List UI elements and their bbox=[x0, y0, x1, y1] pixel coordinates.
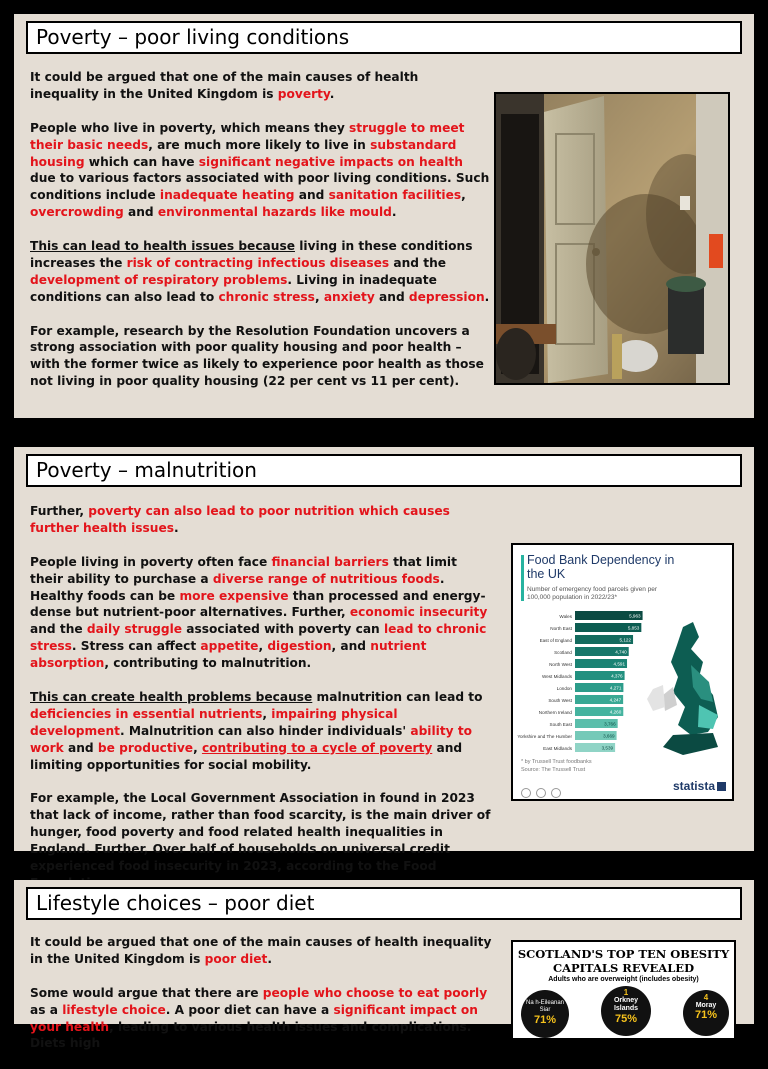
slide-body bbox=[30, 503, 492, 909]
paragraph-lifestyle: Some would argue that there are people who choose to eat poorly as a lifestyle choice. A poor diet can have a significant impact on your health, leading to various health issues and complications. Diets high bbox=[30, 985, 488, 1051]
uk-map bbox=[647, 622, 718, 755]
bar-value-label: 4,591 bbox=[613, 661, 626, 667]
bar-category-label: Yorkshire and The Humber bbox=[517, 734, 572, 739]
badge-orkney-islands bbox=[601, 986, 651, 1036]
paragraph-effects: This can lead to health issues because living in these conditions increases the risk of contracting infectious diseases and the development of respiratory problems. Living in inadequate conditions can also lead to chronic stress, anxiety and depression. bbox=[30, 239, 490, 304]
badge-percent: 71% bbox=[694, 1009, 718, 1021]
badge-na-h-eileanan-siar bbox=[521, 990, 569, 1038]
food-bank-infographic bbox=[511, 543, 734, 801]
bar-category-label: West Midlands bbox=[541, 674, 572, 679]
bar-value-label: 4,247 bbox=[609, 697, 622, 703]
badge-moray bbox=[683, 990, 729, 1036]
paragraph-intro: It could be argued that one of the main causes of health inequality in the United Kingdom is poor diet. bbox=[30, 935, 492, 966]
paragraph-intro: It could be argued that one of the main causes of health inequality in the United Kingdom is poverty. bbox=[30, 70, 419, 101]
mould-room-photo bbox=[494, 92, 730, 385]
infographic-subtitle: Number of emergency food parcels given per 100,000 population in 2022/23* bbox=[527, 586, 658, 601]
bar-value-label: 4,271 bbox=[609, 685, 622, 691]
badge-name: Orkney Islands bbox=[613, 997, 639, 1012]
infographic-source: Source: The Trussell Trust bbox=[521, 767, 586, 773]
obesity-subtitle: Adults who are overweight (includes obesity) bbox=[548, 976, 699, 983]
bar-category-label: South West bbox=[548, 698, 572, 703]
bar-value-label: 3,669 bbox=[603, 733, 615, 739]
bar-category-label: Wales bbox=[559, 614, 572, 619]
bar-category-label: Scotland bbox=[554, 650, 572, 655]
badge-name: Na h-Eileanan Siar bbox=[525, 1000, 565, 1013]
slide-body bbox=[30, 934, 492, 1069]
food-bank-chart bbox=[513, 607, 732, 767]
bar-category-label: North West bbox=[549, 662, 572, 667]
bar-category-label: North East bbox=[550, 626, 572, 631]
bar-category-label: East Midlands bbox=[543, 746, 572, 751]
slide-poverty-living-conditions bbox=[14, 14, 754, 418]
paragraph-causes: People living in poverty often face financial barriers that limit their ability to purchase a diverse range of nutritious foods. Healthy foods can be more expensive than processed and energy-dense but nutrient-poor alternatives. Further, economic insecurity and the daily struggle associated with poverty can lead to chronic stress. Stress can affect appetite, digestion, and nutrient absorption, contributing to malnutrition. bbox=[30, 554, 488, 671]
badge-percent: 71% bbox=[533, 1014, 557, 1026]
obesity-title-line2: CAPITALS REVEALED bbox=[552, 961, 695, 975]
paragraph-effects: This can create health problems because malnutrition can lead to deficiencies in essential nutrients, impairing physical development. Malnutrition can also hinder individuals' ability to work and be productive, contributing to a cycle of poverty and limiting opportunities for social mobility. bbox=[30, 689, 483, 772]
paragraph-example: For example, research by the Resolution Foundation uncovers a strong association with poor quality housing and poor health – with the former twice as likely to experience poor health as those not living in poor quality housing (22 per cent vs 11 per cent). bbox=[30, 323, 484, 389]
infographic-footnote: * by Trussell Trust foodbanks bbox=[521, 759, 592, 765]
info-icon bbox=[536, 788, 546, 798]
bar-value-label: 5,853 bbox=[627, 625, 640, 631]
mouldy-doorway-image bbox=[496, 94, 728, 383]
bar-value-label: 4,260 bbox=[609, 709, 622, 715]
slide-body bbox=[30, 69, 490, 407]
bar-category-label: East of England bbox=[539, 638, 572, 643]
bar-value-label: 5,963 bbox=[629, 613, 641, 619]
equals-icon bbox=[551, 788, 561, 798]
obesity-infographic bbox=[511, 940, 736, 1040]
bar-category-label: Northern Ireland bbox=[538, 710, 572, 715]
badge-rank: 4 bbox=[703, 993, 709, 1002]
bar-value-label: 4,740 bbox=[615, 649, 627, 655]
badge-percent: 75% bbox=[614, 1013, 638, 1025]
bar-category-label: London bbox=[556, 686, 572, 691]
paragraph-intro: Further, poverty can also lead to poor nutrition which causes further health issues. bbox=[30, 504, 450, 535]
bar-value-label: 3,539 bbox=[601, 745, 614, 751]
bar-value-label: 4,376 bbox=[611, 673, 623, 679]
badge-name: Moray bbox=[695, 1002, 717, 1009]
slide-title: Poverty – malnutrition bbox=[26, 454, 742, 487]
slide-title: Poverty – poor living conditions bbox=[26, 21, 742, 54]
slide-lifestyle-poor-diet bbox=[14, 880, 754, 1051]
statista-logo: statista bbox=[673, 779, 726, 793]
obesity-title-line1: SCOTLAND'S TOP TEN OBESITY bbox=[517, 947, 730, 961]
paragraph-example: For example, the Local Government Association in found in 2023 that lack of income, rather than food scarcity, is the main driver of hunger, food poverty and food related health inequalities in England. Further, Over half of households on universal credit experienced food insecurity in 2023, according to the Food bbox=[30, 791, 491, 873]
slide-title: Lifestyle choices – poor diet bbox=[26, 887, 742, 920]
statista-logo-mark bbox=[717, 782, 726, 791]
bar-category-label: South East bbox=[549, 722, 572, 727]
infographic-accent-bar bbox=[521, 555, 524, 601]
paragraph-causes: People who live in poverty, which means they struggle to meet their basic needs, are much more likely to live in substandard housing which can have significant negative impacts on health due to various factors associated with poor living conditions. Such conditions include inadequate heating and sanitation facilities, overcrowding and environmental hazards like mould. bbox=[30, 120, 490, 220]
badge-rank: 1 bbox=[623, 988, 629, 997]
bar-group bbox=[517, 611, 642, 752]
bar-value-label: 5,122 bbox=[619, 637, 632, 643]
slide-poverty-malnutrition bbox=[14, 447, 754, 873]
creative-commons-icon bbox=[521, 788, 531, 798]
infographic-title: Food Bank Dependency in the UK bbox=[527, 553, 675, 581]
bar-value-label: 3,766 bbox=[604, 721, 616, 727]
cc-icons bbox=[521, 783, 561, 802]
